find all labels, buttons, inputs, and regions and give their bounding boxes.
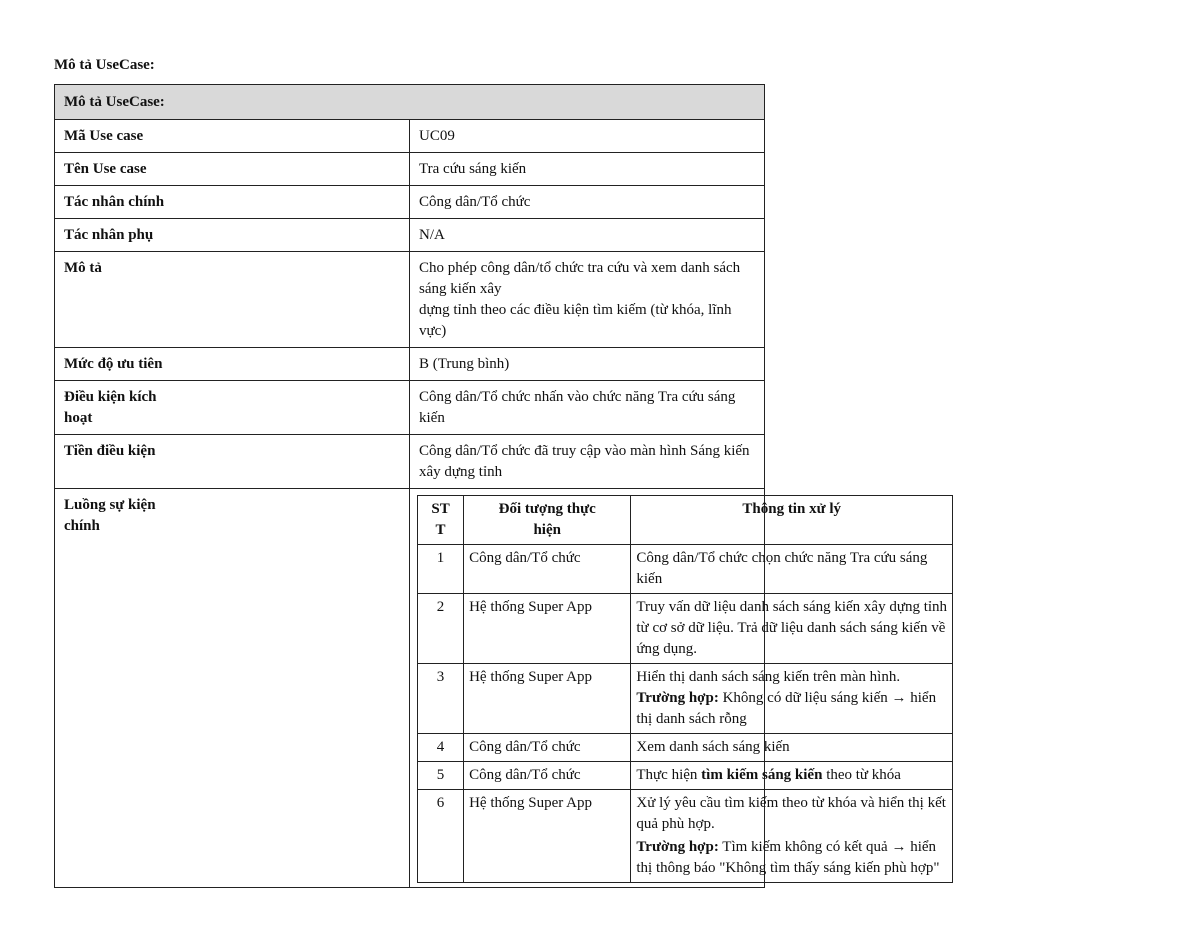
- info-line: Công dân/Tổ chức chọn chức năng Tra cứu sáng: [636, 550, 928, 566]
- info-text: Thực hiện: [636, 767, 702, 783]
- step-actor: Công dân/Tổ chức: [464, 734, 631, 762]
- label-secondary-actor: Tác nhân phụ: [55, 219, 410, 252]
- col-actor-header: [464, 496, 631, 545]
- info-line: ứng dụng.: [636, 641, 698, 657]
- flow-header-row: [418, 496, 953, 545]
- step-actor: Hệ thống Super App: [464, 790, 631, 883]
- row-trigger: [55, 381, 765, 435]
- flow-step-row: [418, 790, 953, 883]
- value-description: [410, 252, 765, 348]
- info-line: thị thông báo "Không tìm thấy sáng kiến phù hợp": [636, 860, 940, 876]
- case-text: Không có dữ liệu sáng kiến → hiển: [718, 690, 937, 706]
- value-usecase-id: UC09: [410, 120, 765, 153]
- header-line: hiện: [533, 522, 561, 538]
- info-line: Truy vấn dữ liệu danh sách sáng kiến xây dựng tỉnh: [636, 599, 948, 615]
- case-text: Tìm kiếm không có kết quả → hiển: [718, 839, 937, 855]
- label-trigger: [55, 381, 410, 435]
- step-number: 6: [418, 790, 464, 883]
- step-number: 1: [418, 545, 464, 594]
- flow-step-row: [418, 734, 953, 762]
- label-usecase-name: Tên Use case: [55, 153, 410, 186]
- value-precondition: Công dân/Tổ chức đã truy cập vào màn hình Sáng kiến xây dựng tỉnh: [410, 435, 765, 489]
- header-line: ST: [431, 501, 450, 517]
- row-priority: [55, 348, 765, 381]
- info-line: Xử lý yêu cầu tìm kiếm theo từ khóa và hiển thị kết: [636, 795, 946, 811]
- value-priority: B (Trung bình): [410, 348, 765, 381]
- label-main-flow: [55, 489, 410, 888]
- row-main-flow: [55, 489, 765, 888]
- row-description: [55, 252, 765, 348]
- step-actor: Hệ thống Super App: [464, 594, 631, 664]
- step-info: [631, 790, 953, 883]
- flow-table: [417, 495, 953, 883]
- step-actor: Công dân/Tổ chức: [464, 762, 631, 790]
- label-primary-actor: Tác nhân chính: [55, 186, 410, 219]
- flow-step-row: [418, 594, 953, 664]
- step-info: [631, 594, 953, 664]
- table-header-row: [55, 85, 765, 120]
- step-number: 2: [418, 594, 464, 664]
- step-number: 3: [418, 664, 464, 734]
- step-info: [631, 664, 953, 734]
- info-text: theo từ khóa: [822, 767, 901, 783]
- label-line: hoạt: [64, 410, 93, 426]
- case-line: [636, 688, 947, 709]
- step-info: Xem danh sách sáng kiến: [631, 734, 953, 762]
- case-label: Trường hợp:: [636, 839, 719, 855]
- info-bold-text: tìm kiếm sáng kiến: [701, 767, 823, 783]
- info-line: kiến: [636, 571, 663, 587]
- label-line: Luồng sự kiện: [64, 497, 156, 513]
- step-info: [631, 762, 953, 790]
- case-line: [636, 837, 947, 858]
- info-line: quả phù hợp.: [636, 816, 715, 832]
- value-usecase-name: Tra cứu sáng kiến: [410, 153, 765, 186]
- col-info-header: Thông tin xử lý: [631, 496, 953, 545]
- label-precondition: Tiền điều kiện: [55, 435, 410, 489]
- flow-step-row: [418, 664, 953, 734]
- step-actor: Hệ thống Super App: [464, 664, 631, 734]
- row-primary-actor: [55, 186, 765, 219]
- header-line: Đối tượng thực: [498, 501, 596, 517]
- table-header: Mô tả UseCase:: [55, 85, 765, 120]
- description-line: Cho phép công dân/tổ chức tra cứu và xem danh sách sáng kiến xây: [419, 260, 741, 297]
- step-number: 4: [418, 734, 464, 762]
- row-precondition: [55, 435, 765, 489]
- step-actor: Công dân/Tổ chức: [464, 545, 631, 594]
- info-line: Hiển thị danh sách sáng kiến trên màn hình.: [636, 669, 901, 685]
- row-usecase-id: [55, 120, 765, 153]
- document-heading: Mô tả UseCase:: [54, 57, 155, 73]
- info-line: từ cơ sở dữ liệu. Trả dữ liệu danh sách sáng kiến về: [636, 620, 946, 636]
- row-secondary-actor: [55, 219, 765, 252]
- description-line: dựng tỉnh theo các điều kiện tìm kiếm (từ khóa, lĩnh vực): [419, 302, 732, 339]
- flow-step-row: [418, 545, 953, 594]
- case-label: Trường hợp:: [636, 690, 719, 706]
- flow-step-row: [418, 762, 953, 790]
- step-number: 5: [418, 762, 464, 790]
- label-description: Mô tả: [55, 252, 410, 348]
- usecase-table: [54, 84, 948, 888]
- header-line: T: [435, 522, 446, 538]
- label-line: Điều kiện kích: [64, 389, 157, 405]
- step-info: [631, 545, 953, 594]
- info-line: thị danh sách rỗng: [636, 711, 747, 727]
- col-stt-header: [418, 496, 464, 545]
- value-trigger: Công dân/Tổ chức nhấn vào chức năng Tra cứu sáng kiến: [410, 381, 765, 435]
- label-usecase-id: Mã Use case: [55, 120, 410, 153]
- value-primary-actor: Công dân/Tổ chức: [410, 186, 765, 219]
- value-secondary-actor: N/A: [410, 219, 765, 252]
- main-flow-cell: [410, 489, 948, 888]
- row-usecase-name: [55, 153, 765, 186]
- label-priority: Mức độ ưu tiên: [55, 348, 410, 381]
- label-line: chính: [64, 518, 100, 534]
